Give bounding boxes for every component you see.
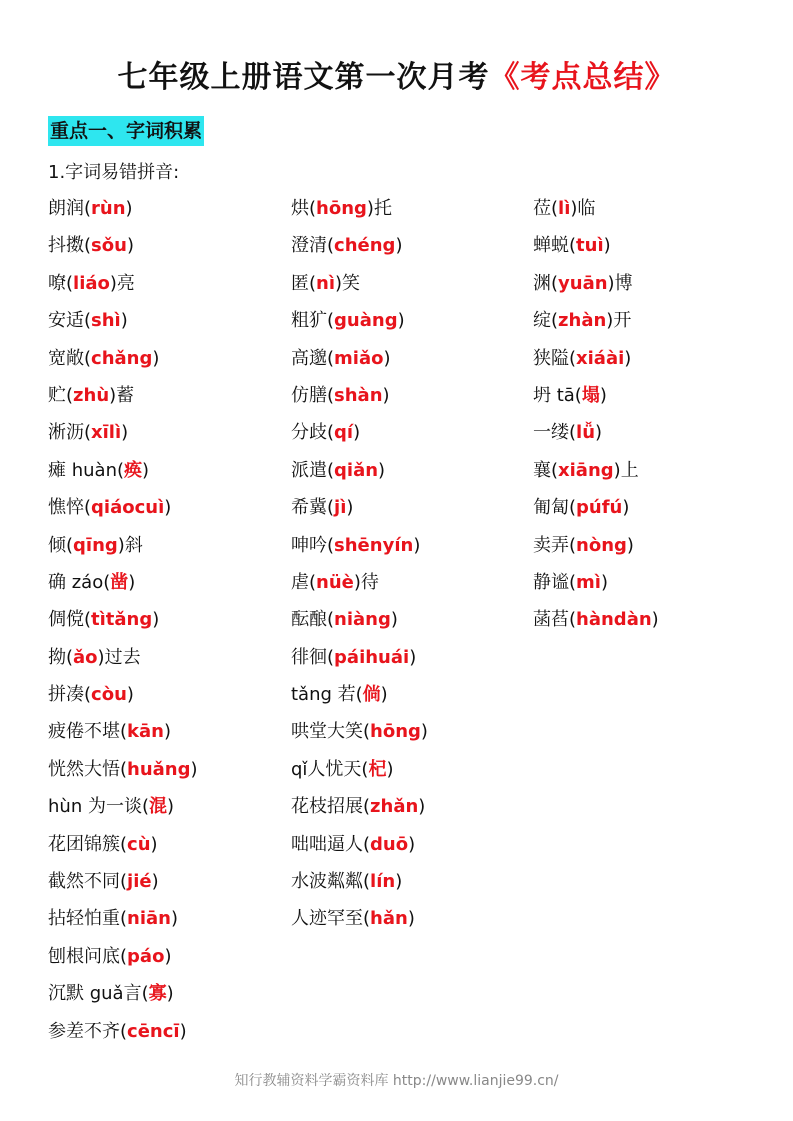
vocab-item [291, 377, 428, 414]
vocab-text: 恍然大悟( [48, 758, 128, 780]
vocab-item [291, 601, 428, 638]
vocab-text: 绽( [533, 310, 559, 332]
vocab-text: 坍 tā( [533, 384, 582, 406]
vocab-item [533, 302, 659, 339]
vocab-text: ) [353, 422, 361, 444]
vocab-highlight: chǎng [91, 347, 153, 369]
vocab-highlight: 凿 [110, 571, 129, 593]
vocab-text: 匿( [291, 272, 317, 294]
vocab-text: 渊( [533, 272, 559, 294]
column-1 [48, 190, 198, 1050]
vocab-text: 拈轻怕重( [48, 908, 128, 930]
vocab-text: 高邈( [291, 347, 335, 369]
vocab-text: ) [166, 796, 174, 818]
vocab-text: 希冀( [291, 497, 335, 519]
vocab-text: 哄堂大笑( [291, 721, 371, 743]
vocab-highlight: páo [127, 945, 165, 967]
vocab-text: )亮 [109, 272, 135, 294]
vocab-highlight: páihuái [334, 646, 410, 668]
section-heading: 重点一、字词积累 [48, 116, 204, 146]
vocab-text: ) [152, 609, 160, 631]
vocab-highlight: 倘 [362, 684, 381, 706]
vocab-item [48, 601, 198, 638]
vocab-highlight: duō [370, 833, 409, 855]
vocab-highlight: qí [334, 422, 354, 444]
vocab-text: ) [179, 1020, 187, 1042]
vocab-text: 沉默 guǎ言( [48, 983, 149, 1005]
vocab-text: 截然不同( [48, 871, 128, 893]
vocab-highlight: zhù [73, 384, 110, 406]
vocab-text: 拼凑( [48, 684, 92, 706]
vocab-text: ) [386, 758, 394, 780]
vocab-text: )临 [570, 198, 596, 219]
vocab-item [291, 527, 428, 564]
vocab-text: 拗( [48, 646, 74, 668]
vocab-text: qǐ人忧天( [291, 758, 369, 780]
vocab-highlight: 杞 [368, 758, 387, 780]
vocab-text: ) [624, 347, 632, 369]
vocab-text: ) [142, 459, 150, 481]
vocab-text: ) [150, 833, 158, 855]
vocab-highlight: huǎng [127, 758, 191, 780]
vocab-item [48, 826, 198, 863]
vocab-item [291, 826, 428, 863]
vocab-text: 花团锦簇( [48, 833, 128, 855]
vocab-highlight: shì [91, 310, 121, 332]
vocab-text: ) [390, 609, 398, 631]
vocab-text: tǎng 若( [291, 684, 363, 706]
vocab-highlight: qiáocuì [91, 497, 165, 519]
vocab-text: ) [125, 198, 133, 219]
vocab-text: ) [151, 871, 159, 893]
vocab-text: )上 [613, 459, 639, 481]
vocab-item [291, 190, 428, 227]
vocab-text: 徘徊( [291, 646, 335, 668]
vocab-highlight: còu [91, 684, 127, 706]
vocab-text: ) [395, 235, 403, 257]
vocab-item [533, 227, 659, 264]
vocab-text: 人迹罕至( [291, 908, 371, 930]
vocab-item [48, 788, 198, 825]
vocab-highlight: chéng [334, 235, 396, 257]
vocab-text: ) [126, 235, 134, 257]
vocab-text: 瘫 huàn( [48, 459, 124, 481]
vocab-item [533, 190, 659, 227]
vocab-text: ) [128, 571, 136, 593]
vocab-highlight: cēncī [127, 1020, 180, 1042]
vocab-text: )斜 [117, 534, 143, 556]
vocab-highlight: rùn [91, 198, 126, 219]
vocab-item [291, 414, 428, 451]
vocab-text: hùn 为一谈( [48, 796, 149, 818]
vocab-highlight: niàng [334, 609, 391, 631]
vocab-item [533, 452, 659, 489]
vocab-text: ) [382, 384, 390, 406]
vocab-text: ) [418, 796, 426, 818]
vocab-text: 烘( [291, 198, 317, 219]
vocab-highlight: liáo [73, 272, 110, 294]
vocab-text: 抖擞( [48, 235, 92, 257]
vocab-item [48, 527, 198, 564]
vocab-text: 襄( [533, 459, 559, 481]
vocab-text: ) [126, 684, 134, 706]
vocab-highlight: tìtǎng [91, 609, 153, 631]
vocab-text: 咄咄逼人( [291, 833, 371, 855]
vocab-highlight: 寡 [148, 983, 167, 1005]
vocab-text: 仿膳( [291, 384, 335, 406]
vocab-highlight: 塌 [581, 384, 600, 406]
vocab-text: ) [397, 310, 405, 332]
vocab-highlight: nì [316, 272, 336, 294]
vocab-item [291, 751, 428, 788]
vocab-item [48, 190, 198, 227]
vocab-text: 朗润( [48, 198, 92, 219]
vocab-text: 酝酿( [291, 609, 335, 631]
vocab-text: 呻吟( [291, 534, 335, 556]
vocab-highlight: púfú [576, 497, 623, 519]
vocab-highlight: nòng [576, 534, 627, 556]
vocab-highlight: xiáài [576, 347, 625, 369]
vocab-item [48, 676, 198, 713]
vocab-highlight: miǎo [334, 347, 384, 369]
vocab-highlight: lǚ [576, 422, 596, 444]
vocab-item [291, 227, 428, 264]
vocab-item [291, 639, 428, 676]
vocab-highlight: guàng [334, 310, 398, 332]
vocab-item [533, 489, 659, 526]
vocab-item [48, 489, 198, 526]
vocab-text: ) [408, 833, 416, 855]
vocab-item [533, 265, 659, 302]
vocab-item [291, 900, 428, 937]
vocab-highlight: hàndàn [576, 609, 652, 631]
vocab-text: )开 [606, 310, 632, 332]
vocab-highlight: qiǎn [334, 459, 379, 481]
vocab-text: 粗犷( [291, 310, 335, 332]
vocab-text: ) [164, 497, 172, 519]
vocab-text: 虐( [291, 571, 317, 593]
vocab-text: ) [599, 384, 607, 406]
vocab-text: 卖弄( [533, 534, 577, 556]
vocab-highlight: kān [127, 721, 164, 743]
vocab-text: 倾( [48, 534, 74, 556]
vocab-highlight: yuān [558, 272, 608, 294]
vocab-item [291, 713, 428, 750]
vocab-text: ) [383, 347, 391, 369]
vocab-text: 匍匐( [533, 497, 577, 519]
vocab-highlight: zhǎn [370, 796, 419, 818]
vocab-highlight: lín [370, 871, 396, 893]
vocab-text: 疲倦不堪( [48, 721, 128, 743]
vocab-text: ) [120, 310, 128, 332]
vocab-item [291, 788, 428, 825]
vocab-text: 嘹( [48, 272, 74, 294]
vocab-highlight: ǎo [73, 646, 98, 668]
vocab-item [533, 564, 659, 601]
vocab-text: 莅( [533, 198, 559, 219]
vocab-item [48, 639, 198, 676]
footer-watermark: 知行教辅资料学霸资料库 http://www.lianjie99.cn/ [234, 1073, 559, 1089]
vocab-item [48, 938, 198, 975]
vocab-highlight: qīng [73, 534, 118, 556]
vocab-highlight: cù [127, 833, 151, 855]
vocab-item [291, 302, 428, 339]
vocab-text: 派遣( [291, 459, 335, 481]
vocab-item [533, 527, 659, 564]
vocab-text: 水波粼粼( [291, 871, 371, 893]
vocab-item [291, 340, 428, 377]
vocab-text: 憔悴( [48, 497, 92, 519]
vocab-text: 静谧( [533, 571, 577, 593]
vocab-highlight: hǎn [370, 908, 408, 930]
vocab-text: )托 [366, 198, 392, 219]
vocab-text: ) [595, 422, 603, 444]
vocab-text: 淅沥( [48, 422, 92, 444]
vocab-highlight: mì [576, 571, 601, 593]
vocab-text: )蓄 [109, 384, 135, 406]
vocab-text: ) [121, 422, 129, 444]
vocab-highlight: nüè [316, 571, 354, 593]
vocab-text: ) [409, 646, 417, 668]
vocab-text: 刨根问底( [48, 945, 128, 967]
vocab-item [291, 265, 428, 302]
vocab-text: ) [626, 534, 634, 556]
vocab-item [533, 414, 659, 451]
vocab-item [533, 377, 659, 414]
vocab-text: 一缕( [533, 422, 577, 444]
vocab-text: ) [413, 534, 421, 556]
vocab-text: ) [603, 235, 611, 257]
vocab-item [48, 1013, 198, 1050]
vocab-highlight: niān [127, 908, 171, 930]
vocab-text: ) [163, 721, 171, 743]
vocab-highlight: lì [558, 198, 571, 219]
vocab-text: ) [346, 497, 354, 519]
vocab-highlight: xiāng [558, 459, 614, 481]
vocab-highlight: hōng [316, 198, 367, 219]
vocab-text: )笑 [335, 272, 361, 294]
vocab-item [48, 340, 198, 377]
vocab-item [48, 265, 198, 302]
vocab-highlight: shàn [334, 384, 383, 406]
vocab-highlight: jié [127, 871, 152, 893]
vocab-highlight: hōng [370, 721, 421, 743]
vocab-item [48, 975, 198, 1012]
vocab-item [48, 452, 198, 489]
vocab-text: 分歧( [291, 422, 335, 444]
vocab-text: 菡萏( [533, 609, 577, 631]
vocab-text: 花枝招展( [291, 796, 371, 818]
vocab-item [48, 302, 198, 339]
vocab-text: 狭隘( [533, 347, 577, 369]
vocab-text: 贮( [48, 384, 74, 406]
vocab-highlight: 痪 [124, 459, 142, 481]
title-accent: 《考点总结》 [489, 60, 676, 95]
vocab-item [291, 863, 428, 900]
vocab-item [48, 751, 198, 788]
vocab-item [533, 340, 659, 377]
column-2 [291, 190, 428, 938]
vocab-highlight: tuì [576, 235, 604, 257]
vocab-item [533, 601, 659, 638]
subheading: 1.字词易错拼音: [48, 162, 180, 183]
vocab-text: 安适( [48, 310, 92, 332]
vocab-text: ) [600, 571, 608, 593]
column-3 [533, 190, 659, 639]
vocab-text: ) [164, 945, 172, 967]
vocab-item [291, 676, 428, 713]
vocab-item [291, 489, 428, 526]
vocab-text: ) [395, 871, 403, 893]
vocab-highlight: xīlì [91, 422, 122, 444]
vocab-item [48, 414, 198, 451]
vocab-text: ) [420, 721, 428, 743]
title-main: 七年级上册语文第一次月考 [117, 60, 490, 95]
page-title [0, 52, 793, 96]
vocab-text: ) [190, 758, 198, 780]
vocab-highlight: zhàn [558, 310, 607, 332]
vocab-text: 澄清( [291, 235, 335, 257]
vocab-highlight: 混 [148, 796, 167, 818]
vocab-text: ) [622, 497, 630, 519]
vocab-highlight: sǒu [91, 235, 127, 257]
vocab-item [291, 452, 428, 489]
vocab-text: ) [407, 908, 415, 930]
vocab-highlight: shēnyín [334, 534, 414, 556]
vocab-text: 参差不齐( [48, 1020, 128, 1042]
vocab-text: 确 záo( [48, 571, 111, 593]
vocab-text: 蝉蜕( [533, 235, 577, 257]
vocab-text: 宽敞( [48, 347, 92, 369]
vocab-text: ) [380, 684, 388, 706]
vocab-text: )待 [353, 571, 379, 593]
vocab-text: ) [170, 908, 179, 930]
vocab-text: ) [651, 609, 659, 631]
vocab-text: )过去 [97, 646, 141, 668]
vocab-text: 倜傥( [48, 609, 92, 631]
vocab-item [48, 227, 198, 264]
vocab-item [48, 377, 198, 414]
vocab-text: ) [166, 983, 174, 1005]
vocab-item [48, 900, 198, 937]
vocab-text: ) [152, 347, 160, 369]
vocab-item [48, 564, 198, 601]
vocab-item [291, 564, 428, 601]
vocab-item [48, 713, 198, 750]
vocab-text: )博 [607, 272, 633, 294]
vocab-text: ) [378, 459, 386, 481]
vocab-item [48, 863, 198, 900]
vocab-highlight: jì [334, 497, 347, 519]
